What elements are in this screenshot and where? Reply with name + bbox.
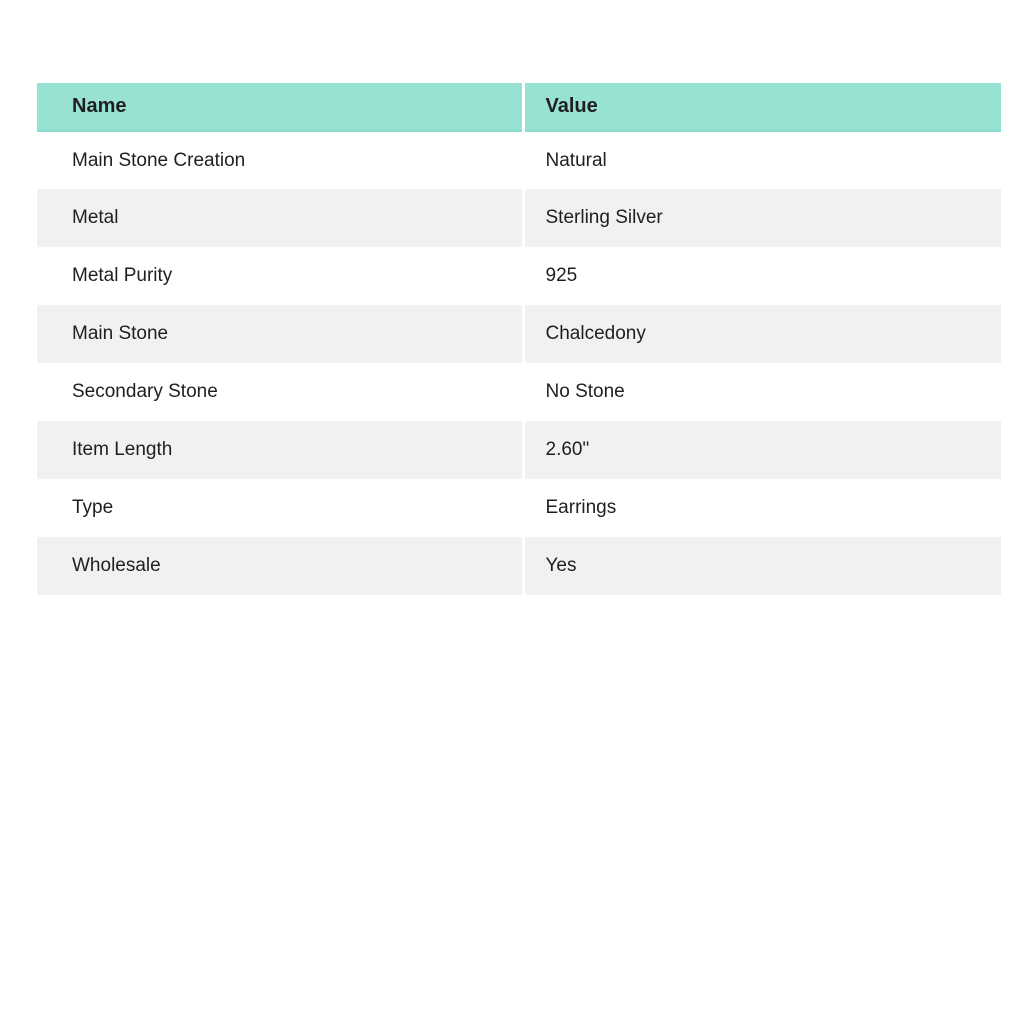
attribute-name-cell: Main Stone Creation	[37, 131, 523, 189]
attribute-value-cell: Earrings	[523, 479, 1001, 537]
table-row	[37, 421, 1001, 479]
attribute-value-cell: No Stone	[523, 363, 1001, 421]
table-row	[37, 247, 1001, 305]
table-row	[37, 363, 1001, 421]
attribute-name-cell: Wholesale	[37, 537, 523, 595]
product-attributes-table	[37, 83, 1001, 595]
attribute-value-cell: 2.60"	[523, 421, 1001, 479]
attribute-value-cell: Yes	[523, 537, 1001, 595]
table-body	[37, 131, 1001, 595]
table-row	[37, 305, 1001, 363]
attribute-name-cell: Metal	[37, 189, 523, 247]
table-header	[37, 83, 1001, 131]
table-header-row	[37, 83, 1001, 131]
attribute-value-cell: Natural	[523, 131, 1001, 189]
column-header-name: Name	[37, 83, 523, 131]
table-row	[37, 189, 1001, 247]
attribute-name-cell: Metal Purity	[37, 247, 523, 305]
attribute-value-cell: Sterling Silver	[523, 189, 1001, 247]
attribute-name-cell: Secondary Stone	[37, 363, 523, 421]
column-header-value: Value	[523, 83, 1001, 131]
attribute-name-cell: Item Length	[37, 421, 523, 479]
attribute-value-cell: 925	[523, 247, 1001, 305]
table-row	[37, 537, 1001, 595]
attribute-name-cell: Main Stone	[37, 305, 523, 363]
attribute-value-cell: Chalcedony	[523, 305, 1001, 363]
table-row	[37, 131, 1001, 189]
attribute-name-cell: Type	[37, 479, 523, 537]
table-row	[37, 479, 1001, 537]
